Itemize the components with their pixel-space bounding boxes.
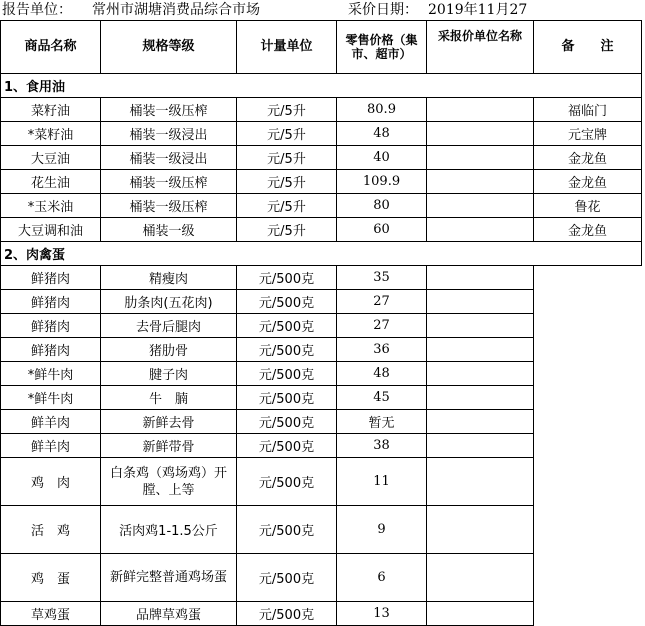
cell-note: 金龙鱼 xyxy=(534,170,642,194)
cell-reporter xyxy=(427,170,534,194)
col-header-unit: 计量单位 xyxy=(237,21,337,74)
cell-price: 暂无 xyxy=(337,410,427,434)
cell-spec: 桶装一级浸出 xyxy=(101,122,237,146)
cell-spec: 猪肋骨 xyxy=(101,338,237,362)
date-label: 采价日期： xyxy=(348,2,418,18)
table-header-row xyxy=(1,21,642,74)
cell-unit: 元/500克 xyxy=(237,362,337,386)
cell-name: 鲜猪肉 xyxy=(1,338,101,362)
cell-spec: 肋条肉(五花肉) xyxy=(101,290,237,314)
cell-unit: 元/500克 xyxy=(237,434,337,458)
cell-note: 金龙鱼 xyxy=(534,146,642,170)
table-row xyxy=(1,170,642,194)
cell-name: *鲜牛肉 xyxy=(1,386,101,410)
cell-price: 36 xyxy=(337,338,427,362)
cell-price: 60 xyxy=(337,218,427,242)
cell-price: 27 xyxy=(337,290,427,314)
report-unit-label: 报告单位： xyxy=(2,2,72,18)
cell-note: 元宝牌 xyxy=(534,122,642,146)
cell-price: 80.9 xyxy=(337,98,427,122)
col-header-reporter: 采报价单位名称 xyxy=(427,21,534,74)
cell-unit: 元/5升 xyxy=(237,170,337,194)
section-title: 1、食用油 xyxy=(1,74,642,98)
table-row xyxy=(1,98,642,122)
cell-price: 48 xyxy=(337,122,427,146)
cell-price: 35 xyxy=(337,266,427,290)
cell-reporter xyxy=(427,386,534,410)
section-title: 2、肉禽蛋 xyxy=(1,242,642,266)
cell-reporter xyxy=(427,506,534,554)
cell-unit: 元/5升 xyxy=(237,98,337,122)
cell-name: 花生油 xyxy=(1,170,101,194)
cell-spec: 桶装一级浸出 xyxy=(101,146,237,170)
col-header-price: 零售价格（集市、超市） xyxy=(337,21,427,74)
cell-name: 鸡 肉 xyxy=(1,458,101,506)
cell-reporter xyxy=(427,602,534,626)
cell-unit: 元/500克 xyxy=(237,338,337,362)
section-row xyxy=(1,74,642,98)
cell-name: 鲜羊肉 xyxy=(1,434,101,458)
cell-price: 38 xyxy=(337,434,427,458)
cell-price: 6 xyxy=(337,554,427,602)
cell-price: 48 xyxy=(337,362,427,386)
cell-name: 鲜猪肉 xyxy=(1,266,101,290)
cell-unit: 元/500克 xyxy=(237,554,337,602)
cell-name: 鸡 蛋 xyxy=(1,554,101,602)
table-row xyxy=(1,218,642,242)
cell-spec: 白条鸡（鸡场鸡）开膛、上等 xyxy=(101,458,237,506)
cell-price: 27 xyxy=(337,314,427,338)
cell-unit: 元/5升 xyxy=(237,218,337,242)
report-header xyxy=(0,0,645,20)
cell-spec: 腱子肉 xyxy=(101,362,237,386)
cell-price: 9 xyxy=(337,506,427,554)
cell-unit: 元/500克 xyxy=(237,458,337,506)
cell-price: 40 xyxy=(337,146,427,170)
cell-reporter xyxy=(427,218,534,242)
cell-unit: 元/500克 xyxy=(237,506,337,554)
cell-name: 大豆油 xyxy=(1,146,101,170)
cell-name: 鲜猪肉 xyxy=(1,314,101,338)
cell-name: *玉米油 xyxy=(1,194,101,218)
cell-spec: 去骨后腿肉 xyxy=(101,314,237,338)
cell-unit: 元/500克 xyxy=(237,410,337,434)
cell-reporter xyxy=(427,314,534,338)
cell-name: 菜籽油 xyxy=(1,98,101,122)
table-row xyxy=(1,266,642,290)
cell-unit: 元/500克 xyxy=(237,266,337,290)
cell-name: 活 鸡 xyxy=(1,506,101,554)
report-unit-value: 常州市湖塘消费品综合市场 xyxy=(92,2,260,18)
cell-price: 45 xyxy=(337,386,427,410)
cell-spec: 桶装一级 xyxy=(101,218,237,242)
cell-name: 鲜猪肉 xyxy=(1,290,101,314)
cell-spec: 新鲜去骨 xyxy=(101,410,237,434)
col-header-note: 备 注 xyxy=(534,21,642,74)
cell-unit: 元/5升 xyxy=(237,194,337,218)
col-header-name: 商品名称 xyxy=(1,21,101,74)
cell-spec: 新鲜带骨 xyxy=(101,434,237,458)
cell-spec: 精瘦肉 xyxy=(101,266,237,290)
cell-reporter xyxy=(427,194,534,218)
cell-name: *鲜牛肉 xyxy=(1,362,101,386)
cell-reporter xyxy=(427,266,534,290)
cell-reporter xyxy=(427,554,534,602)
cell-reporter xyxy=(427,146,534,170)
cell-name: *菜籽油 xyxy=(1,122,101,146)
cell-unit: 元/500克 xyxy=(237,386,337,410)
cell-reporter xyxy=(427,458,534,506)
cell-spec: 牛 腩 xyxy=(101,386,237,410)
cell-price: 80 xyxy=(337,194,427,218)
table-row xyxy=(1,194,642,218)
cell-unit: 元/5升 xyxy=(237,146,337,170)
date-value: 2019年11月27 xyxy=(428,2,528,18)
cell-price: 11 xyxy=(337,458,427,506)
cell-note: 金龙鱼 xyxy=(534,218,642,242)
cell-spec: 桶装一级压榨 xyxy=(101,170,237,194)
cell-reporter xyxy=(427,122,534,146)
cell-spec: 桶装一级压榨 xyxy=(101,98,237,122)
cell-spec: 桶装一级压榨 xyxy=(101,194,237,218)
cell-unit: 元/500克 xyxy=(237,314,337,338)
cell-reporter xyxy=(427,362,534,386)
cell-reporter xyxy=(427,290,534,314)
cell-note: 鲁花 xyxy=(534,194,642,218)
cell-unit: 元/500克 xyxy=(237,602,337,626)
section-row xyxy=(1,242,642,266)
cell-spec: 品牌草鸡蛋 xyxy=(101,602,237,626)
col-header-spec: 规格等级 xyxy=(101,21,237,74)
price-table xyxy=(0,20,642,626)
cell-reporter xyxy=(427,434,534,458)
cell-price: 13 xyxy=(337,602,427,626)
cell-name: 草鸡蛋 xyxy=(1,602,101,626)
cell-spec: 新鲜完整普通鸡场蛋 xyxy=(101,554,237,602)
cell-name: 大豆调和油 xyxy=(1,218,101,242)
cell-reporter xyxy=(427,338,534,362)
table-row xyxy=(1,122,642,146)
table-row xyxy=(1,146,642,170)
cell-reporter xyxy=(427,410,534,434)
cell-reporter xyxy=(427,98,534,122)
cell-price: 109.9 xyxy=(337,170,427,194)
cell-unit: 元/500克 xyxy=(237,290,337,314)
cell-spec: 活肉鸡1-1.5公斤 xyxy=(101,506,237,554)
cell-unit: 元/5升 xyxy=(237,122,337,146)
cell-name: 鲜羊肉 xyxy=(1,410,101,434)
note-empty-cell xyxy=(534,266,642,626)
cell-note: 福临门 xyxy=(534,98,642,122)
